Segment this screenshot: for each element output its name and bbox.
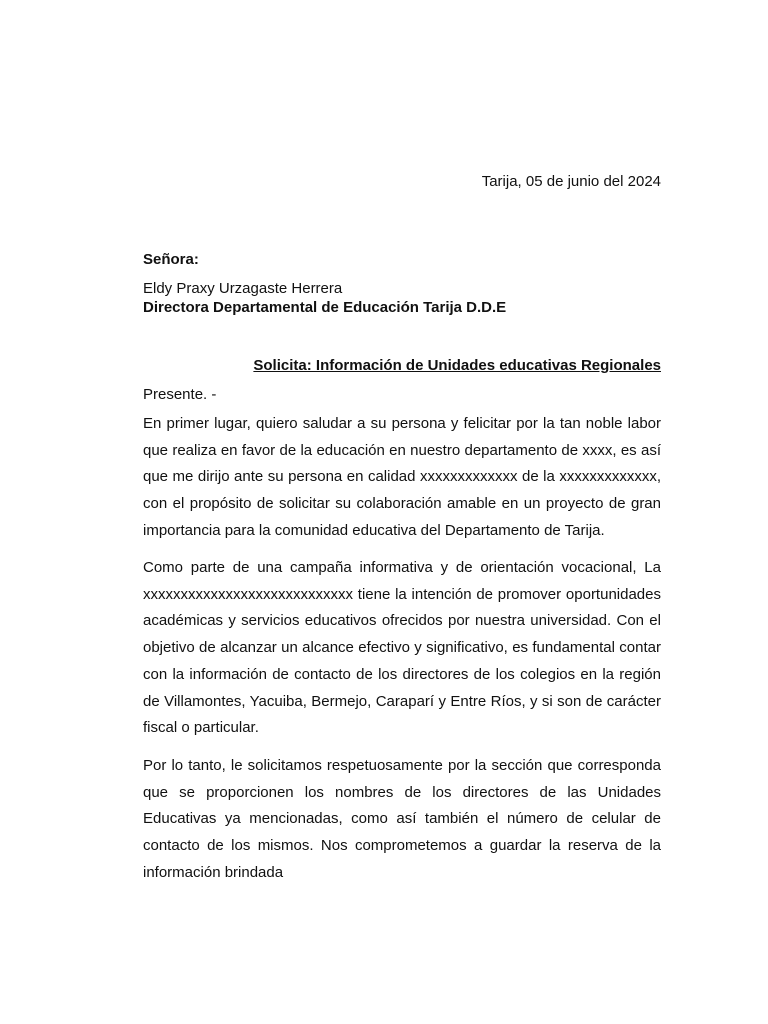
body-paragraph-3: Por lo tanto, le solicitamos respetuosamente por la sección que corresponda que se proporcionen los nombres de los directores de las Unidades Educativas ya mencionadas, como así también el número de celular de contacto de los mismos. Nos comprometemos a guardar la reserva de la información brindada: [143, 757, 661, 881]
recipient-name: Eldy Praxy Urzagaste Herrera: [143, 280, 343, 297]
recipient-title: Directora Departamental de Educación Tarija D.D.E: [143, 299, 507, 316]
letter-date: Tarija, 05 de junio del 2024: [481, 173, 661, 190]
salutation: Señora:: [143, 251, 199, 268]
letter-subject: Solicita: Información de Unidades educativas Regionales: [253, 357, 661, 374]
body-paragraph-2: Como parte de una campaña informativa y de orientación vocacional, La xxxxxxxxxxxxxxxxxxxxxxxxxxxx tiene la intención de promover oportunidades académicas y servicios educativos ofrecidos por nuestra universidad. Con el objetivo de alcanzar un alcance efectivo y significativo, es fundamental contar con la información de contacto de los directores de los colegios en la región de Villamontes, Yacuiba, Bermejo, Caraparí y Entre Ríos, y si son de carácter fiscal o particular.: [143, 559, 661, 737]
body-paragraph-1: En primer lugar, quiero saludar a su persona y felicitar por la tan noble labor que realiza en favor de la educación en nuestro departamento de xxxx, es así que me dirijo ante su persona en calidad xxxxxxxxxxxxx de la xxxxxxxxxxxxx, con el propósito de solicitar su colaboración amable en un proyecto de gran importancia para la comunidad educativa del Departamento de Tarija.: [143, 415, 661, 539]
presente-line: Presente. -: [143, 386, 217, 403]
